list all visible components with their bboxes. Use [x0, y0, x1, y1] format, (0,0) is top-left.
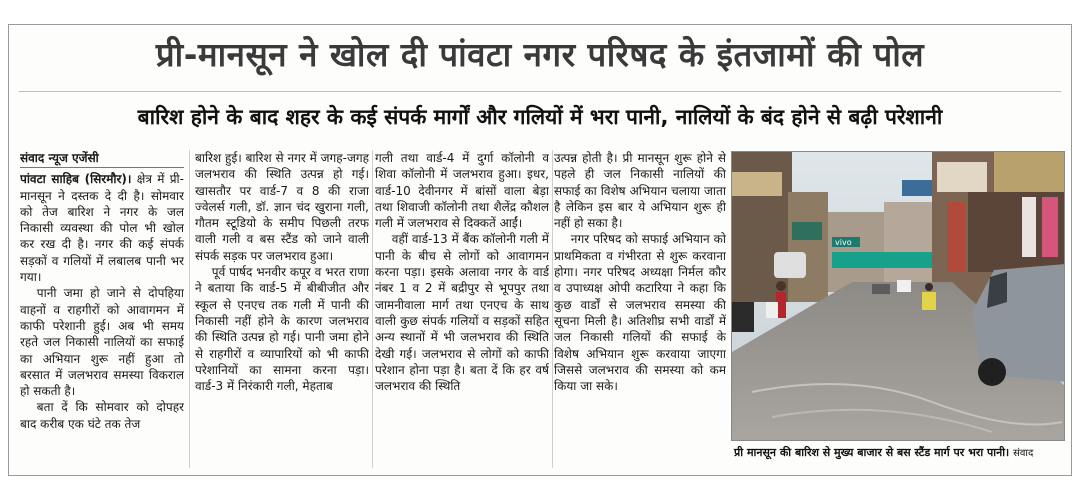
subheadline: बारिश होने के बाद शहर के कई संपर्क मार्गों और गलियों में भरा पानी, नालियों के बंद होने से बढ़ी परेशानी: [137, 105, 943, 129]
flooded-street-photo: [731, 151, 1065, 441]
headline-rule: [19, 91, 1061, 92]
column-divider: [189, 150, 190, 468]
article-column-1: [20, 150, 184, 470]
col1-para-1: क्षेत्र में प्री-मानसून ने दस्तक दे दी है। सोमवार को तेज बारिश ने नगर के जल निकासी व्यवस्था की पोल भी खोल कर रख दी है। नगर की कई संपर्क सड़कों व गलियों में लबालब पानी भर गया।: [20, 172, 184, 285]
col3-para-1: गली तथा वार्ड-4 में दुर्गा कॉलोनी व शिवा कॉलोनी में जलभराव हुआ। इधर, वार्ड-10 देवीनगर में बांसों वाला बेड़ा तथा शिवाजी कॉलोनी तथा शैलेंद्र कौशल गली में जलभराव से दिक्कतें आईं।: [375, 151, 549, 231]
col4-para-1: उत्पन्न होती है। प्री मानसून शुरू होने से पहले ही जल निकासी नालियों की सफाई का विशेष अभियान चलाया जाता है लेकिन इस बार ये अभियान शुरू ही नहीं हो सका है।: [554, 151, 726, 231]
col1-para-2: पानी जमा हो जाने से दोपहिया वाहनों व राहगीरों को आवागमन में काफी परेशानी हुई। अब भी समय रहते जल निकासी नालियों का सफाई का अभियान शुरू नहीं हुआ तो बरसात में जलभराव समस्या विकराल हो सकती है।: [20, 286, 184, 399]
caption-text: प्री मानसून की बारिश से मुख्य बाजार से बस स्टैंड मार्ग पर भरा पानी।: [734, 446, 1010, 459]
col4-para-2: नगर परिषद को सफाई अभियान को प्राथमिकता व गंभीरता से शुरू करवाना होगा। नगर परिषद अध्यक्षा निर्मल कौर व उपाध्यक्ष ओपी कटारिया ने कहा कि कुछ वार्डों से जलभराव समस्या की सूचना मिली है। अतिशीघ्र सभी वार्डों में जल निकासी गलियों की सफाई के विशेष अभियान शुरू करवाया जाएगा जिससे जलभराव की समस्या को कम किया जा सके।: [554, 232, 726, 394]
col2-para-2: पूर्व पार्षद भनवीर कपूर व भरत राणा ने बताया कि वार्ड-5 में बीबीजीत और स्कूल से एनएच तक गली में पानी की निकासी नहीं होने के कारण जलभराव की स्थिति उत्पन्न हो गई। पानी जमा होने से राहगीरों व व्यापारियों को भी काफी परेशानियों का सामना करना पड़ा। वार्ड-3 में निरंकारी गली, मेहताब: [195, 265, 369, 394]
caption-credit: संवाद: [1013, 448, 1034, 459]
street-scene-illustration: [732, 152, 1065, 441]
column-divider: [372, 150, 373, 468]
newspaper-clipping: [8, 24, 1072, 476]
article-column-4: [554, 150, 726, 470]
article-column-2: [195, 150, 369, 470]
photo-caption: [734, 445, 1064, 461]
col2-para-1: बारिश हुई। बारिश से नगर में जगह-जगह जलभराव की स्थिति उत्पन्न हो गई। खासतौर पर वार्ड-7 व 8 की राजा ज्वेलर्स गली, डॉ. ज्ञान चंद खुराना गली, गौतम स्टूडियो के समीप पिछली तरफ वाली गली व बस स्टैंड को जाने वाली संपर्क सड़क पर जलभराव हुआ।: [195, 151, 369, 263]
dateline: पांवटा साहिब (सिरमौर)।: [20, 172, 132, 187]
shop-sign-text: vivo: [835, 238, 852, 247]
byline: संवाद न्यूज एजेंसी: [20, 150, 184, 168]
article-column-3: [375, 150, 549, 470]
col1-para-3: बता दें कि सोमवार को दोपहर बाद करीब एक घंटे तक तेज: [20, 400, 184, 431]
headline: प्री-मानसून ने खोल दी पांवटा नगर परिषद के इंतजामों की पोल: [155, 35, 925, 74]
col3-para-2: वहीं वार्ड-13 में बैंक कॉलोनी गली में पानी के बीच से लोगों को आवागमन करना पड़ा। इसके अलावा नगर के वार्ड नंबर 1 व 2 में बद्रीपुर से भूपपुर तथा जामनीवाला मार्ग तथा एनएच के साथ वाली कुछ संपर्क गलियों व सड़कों सहित अन्य स्थानों में भी जलभराव की स्थिति देखी गई। जलभराव से लोगों को काफी परेशान होना पड़ा है। बता दें कि हर वर्ष जलभराव की स्थिति: [375, 232, 549, 394]
column-divider: [552, 150, 553, 468]
